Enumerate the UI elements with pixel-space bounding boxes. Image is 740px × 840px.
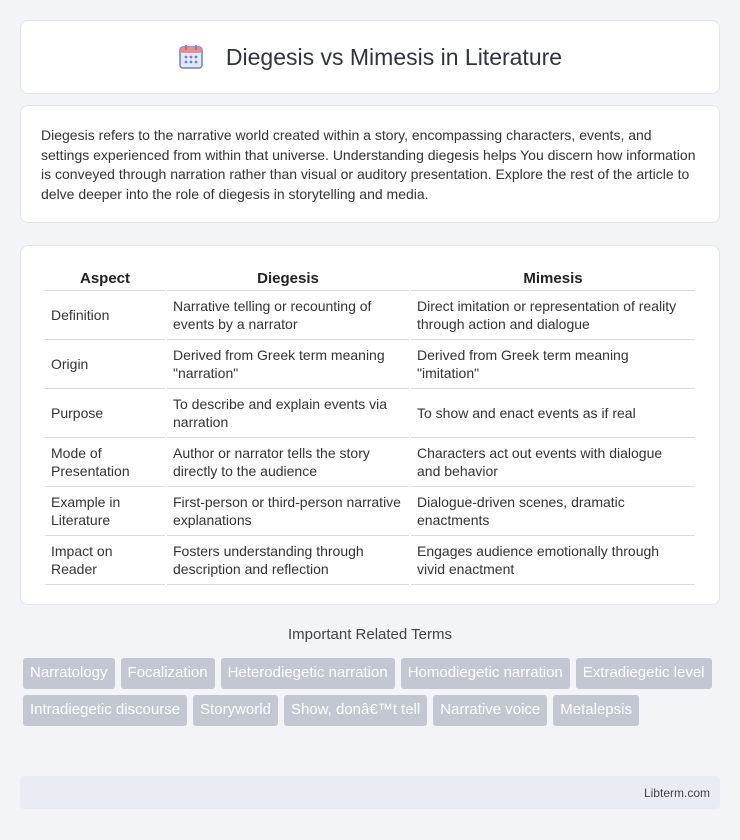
row-mimesis: Characters act out events with dialogue and behavior xyxy=(411,438,695,487)
table-header-row xyxy=(45,266,695,291)
related-term-tag[interactable]: Storyworld xyxy=(193,695,278,726)
header-aspect: Aspect xyxy=(45,266,165,291)
row-aspect: Example in Literature xyxy=(45,487,165,536)
related-term-tag[interactable]: Focalization xyxy=(121,658,215,689)
title-card xyxy=(20,20,720,94)
table-row xyxy=(45,340,695,389)
row-diegesis: Fosters understanding through description and reflection xyxy=(167,536,409,585)
table-row xyxy=(45,291,695,340)
row-mimesis: Dialogue-driven scenes, dramatic enactments xyxy=(411,487,695,536)
table-row xyxy=(45,389,695,438)
related-term-tag[interactable]: Homodiegetic narration xyxy=(401,658,570,689)
row-aspect: Purpose xyxy=(45,389,165,438)
footer xyxy=(20,776,720,809)
related-term-tag[interactable]: Show, donâ€™t tell xyxy=(284,695,427,726)
row-diegesis: Author or narrator tells the story directly to the audience xyxy=(167,438,409,487)
header-mimesis: Mimesis xyxy=(411,266,695,291)
table-row xyxy=(45,487,695,536)
row-mimesis: Engages audience emotionally through vivid enactment xyxy=(411,536,695,585)
row-diegesis: Derived from Greek term meaning "narration" xyxy=(167,340,409,389)
related-term-tag[interactable]: Metalepsis xyxy=(553,695,639,726)
related-term-tag[interactable]: Narrative voice xyxy=(433,695,547,726)
comparison-table xyxy=(43,266,697,585)
related-terms-list xyxy=(23,658,723,732)
row-mimesis: To show and enact events as if real xyxy=(411,389,695,438)
row-aspect: Impact on Reader xyxy=(45,536,165,585)
intro-paragraph: Diegesis refers to the narrative world created within a story, encompassing characters, events, and settings experienced from within that universe. Understanding diegesis helps You discern how information is conveyed through narration rather than visual or auditory presentation. Explore the rest of the article to delve deeper into the role of diegesis in storytelling and media. xyxy=(41,127,696,202)
header-diegesis: Diegesis xyxy=(167,266,409,291)
row-aspect: Definition xyxy=(45,291,165,340)
footer-site-link[interactable]: Libterm.com xyxy=(643,786,710,800)
page-title: Diegesis vs Mimesis in Literature xyxy=(225,43,563,70)
intro-card xyxy=(20,105,720,223)
table-row xyxy=(45,536,695,585)
related-term-tag[interactable]: Extradiegetic level xyxy=(576,658,712,689)
calendar-icon xyxy=(178,44,204,70)
row-diegesis: First-person or third-person narrative explanations xyxy=(167,487,409,536)
row-mimesis: Derived from Greek term meaning "imitation" xyxy=(411,340,695,389)
row-diegesis: To describe and explain events via narration xyxy=(167,389,409,438)
row-aspect: Mode of Presentation xyxy=(45,438,165,487)
row-diegesis: Narrative telling or recounting of events by a narrator xyxy=(167,291,409,340)
related-terms-heading: Important Related Terms xyxy=(288,626,452,643)
comparison-card xyxy=(20,245,720,605)
row-aspect: Origin xyxy=(45,340,165,389)
related-term-tag[interactable]: Narratology xyxy=(23,658,115,689)
row-mimesis: Direct imitation or representation of reality through action and dialogue xyxy=(411,291,695,340)
related-term-tag[interactable]: Intradiegetic discourse xyxy=(23,695,187,726)
related-term-tag[interactable]: Heterodiegetic narration xyxy=(221,658,395,689)
table-row xyxy=(45,438,695,487)
